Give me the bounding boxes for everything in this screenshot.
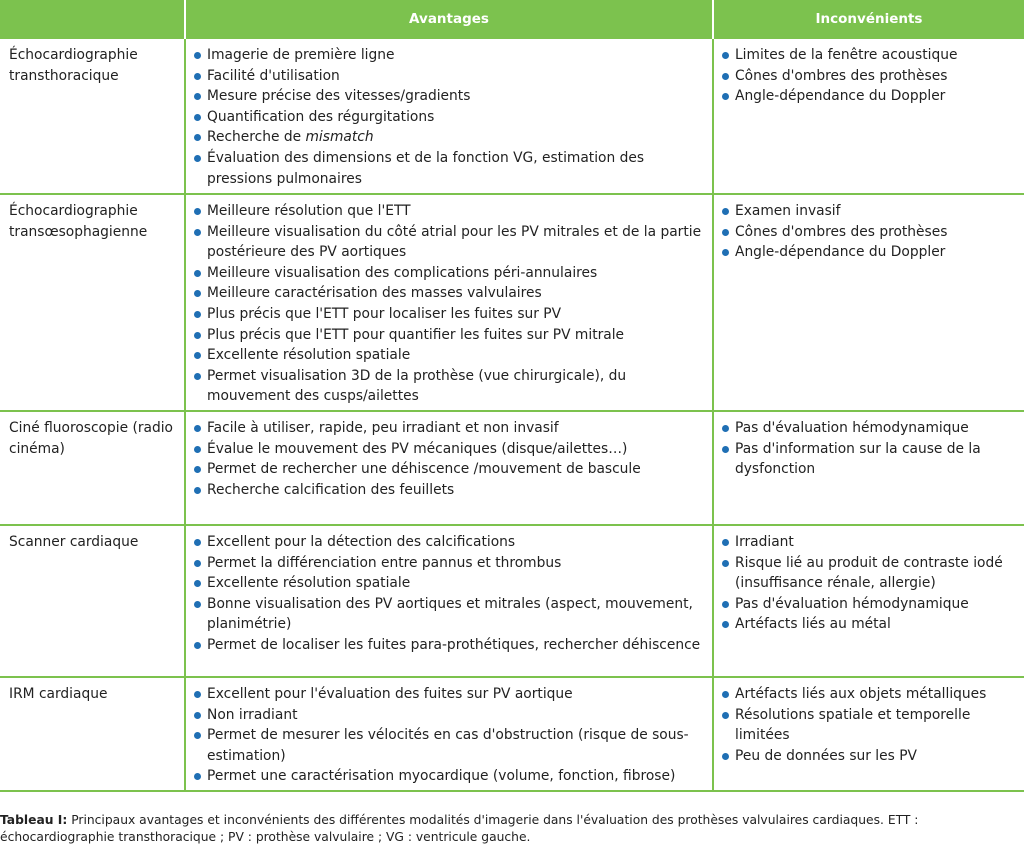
list-item: Résolutions spatiale et temporelle limitées (720, 705, 1018, 746)
list-item: Pas d'évaluation hémodynamique (720, 594, 1018, 615)
list-item: Facile à utiliser, rapide, peu irradiant et non invasif (192, 418, 706, 439)
list-item: Meilleure résolution que l'ETT (192, 201, 706, 222)
disadvantages-cell (713, 525, 1024, 677)
list-item: Cônes d'ombres des prothèses (720, 222, 1018, 243)
table-row (0, 194, 1024, 411)
table-row (0, 411, 1024, 525)
list-item: Évalue le mouvement des PV mécaniques (disque/ailettes…) (192, 439, 706, 460)
modality-label: Ciné fluoroscopie (radio cinéma) (0, 411, 185, 525)
table-caption (0, 812, 1024, 846)
list-item: Mesure précise des vitesses/gradients (192, 86, 706, 107)
disadvantages-list (720, 418, 1018, 480)
header-row (0, 0, 1024, 38)
list-item: Artéfacts liés aux objets métalliques (720, 684, 1018, 705)
disadvantages-cell (713, 677, 1024, 791)
modality-label: Scanner cardiaque (0, 525, 185, 677)
list-item: Excellente résolution spatiale (192, 345, 706, 366)
list-item: Permet visualisation 3D de la prothèse (vue chirurgicale), du mouvement des cusps/ailettes (192, 366, 706, 407)
list-item: Cônes d'ombres des prothèses (720, 66, 1018, 87)
caption-text: Principaux avantages et inconvénients des différentes modalités d'imagerie dans l'évaluation des prothèses valvulaires cardiaques. ETT : échocardiographie transthoracique ; PV : prothèse valvulaire ; VG : ventricule gauche. (0, 813, 919, 844)
list-item: Bonne visualisation des PV aortiques et mitrales (aspect, mouvement, planimétrie) (192, 594, 706, 635)
header-disadvantages: Inconvénients (713, 0, 1024, 38)
modality-label: Échocardiographie transthoracique (0, 38, 185, 194)
list-item: Irradiant (720, 532, 1018, 553)
caption-label: Tableau I: (0, 813, 68, 827)
advantages-cell (185, 411, 713, 525)
table-row (0, 677, 1024, 791)
list-item: Plus précis que l'ETT pour localiser les fuites sur PV (192, 304, 706, 325)
disadvantages-list (720, 684, 1018, 766)
advantages-list (192, 532, 706, 656)
advantages-list (192, 201, 706, 407)
disadvantages-cell (713, 38, 1024, 194)
list-item: Meilleure visualisation des complications péri-annulaires (192, 263, 706, 284)
disadvantages-list (720, 532, 1018, 635)
list-item: Non irradiant (192, 705, 706, 726)
list-item: Évaluation des dimensions et de la fonction VG, estimation des pressions pulmonaires (192, 148, 706, 189)
list-item: Plus précis que l'ETT pour quantifier les fuites sur PV mitrale (192, 325, 706, 346)
list-item: Permet de localiser les fuites para-prothétiques, rechercher déhiscence (192, 635, 706, 656)
modality-label: IRM cardiaque (0, 677, 185, 791)
list-item: Peu de données sur les PV (720, 746, 1018, 767)
advantages-list (192, 684, 706, 787)
list-item: Pas d'évaluation hémodynamique (720, 418, 1018, 439)
list-item: Limites de la fenêtre acoustique (720, 45, 1018, 66)
list-item: Recherche calcification des feuillets (192, 480, 706, 501)
list-item: Excellent pour la détection des calcifications (192, 532, 706, 553)
advantages-cell (185, 38, 713, 194)
list-item: Examen invasif (720, 201, 1018, 222)
advantages-cell (185, 194, 713, 411)
list-item: Permet de rechercher une déhiscence /mouvement de bascule (192, 459, 706, 480)
list-item: Pas d'information sur la cause de la dysfonction (720, 439, 1018, 480)
list-item: Meilleure caractérisation des masses valvulaires (192, 283, 706, 304)
list-item: Facilité d'utilisation (192, 66, 706, 87)
list-item: Angle-dépendance du Doppler (720, 242, 1018, 263)
advantages-cell (185, 525, 713, 677)
list-item: Excellente résolution spatiale (192, 573, 706, 594)
list-item: Permet une caractérisation myocardique (volume, fonction, fibrose) (192, 766, 706, 787)
list-item: Risque lié au produit de contraste iodé (insuffisance rénale, allergie) (720, 553, 1018, 594)
list-item: Artéfacts liés au métal (720, 614, 1018, 635)
table-row (0, 38, 1024, 194)
list-item: Permet la différenciation entre pannus et thrombus (192, 553, 706, 574)
header-empty (0, 0, 185, 38)
disadvantages-list (720, 45, 1018, 107)
list-item: Angle-dépendance du Doppler (720, 86, 1018, 107)
list-item: Excellent pour l'évaluation des fuites sur PV aortique (192, 684, 706, 705)
list-item: Imagerie de première ligne (192, 45, 706, 66)
advantages-list (192, 45, 706, 189)
header-advantages: Avantages (185, 0, 713, 38)
modality-label: Échocardiographie transœsophagienne (0, 194, 185, 411)
table-row (0, 525, 1024, 677)
list-item: Meilleure visualisation du côté atrial pour les PV mitrales et de la partie postérieure des PV aortiques (192, 222, 706, 263)
disadvantages-cell (713, 411, 1024, 525)
disadvantages-cell (713, 194, 1024, 411)
advantages-list (192, 418, 706, 500)
list-item: Recherche de mismatch (192, 127, 706, 148)
list-item: Quantification des régurgitations (192, 107, 706, 128)
advantages-cell (185, 677, 713, 791)
list-item: Permet de mesurer les vélocités en cas d'obstruction (risque de sous-estimation) (192, 725, 706, 766)
disadvantages-list (720, 201, 1018, 263)
